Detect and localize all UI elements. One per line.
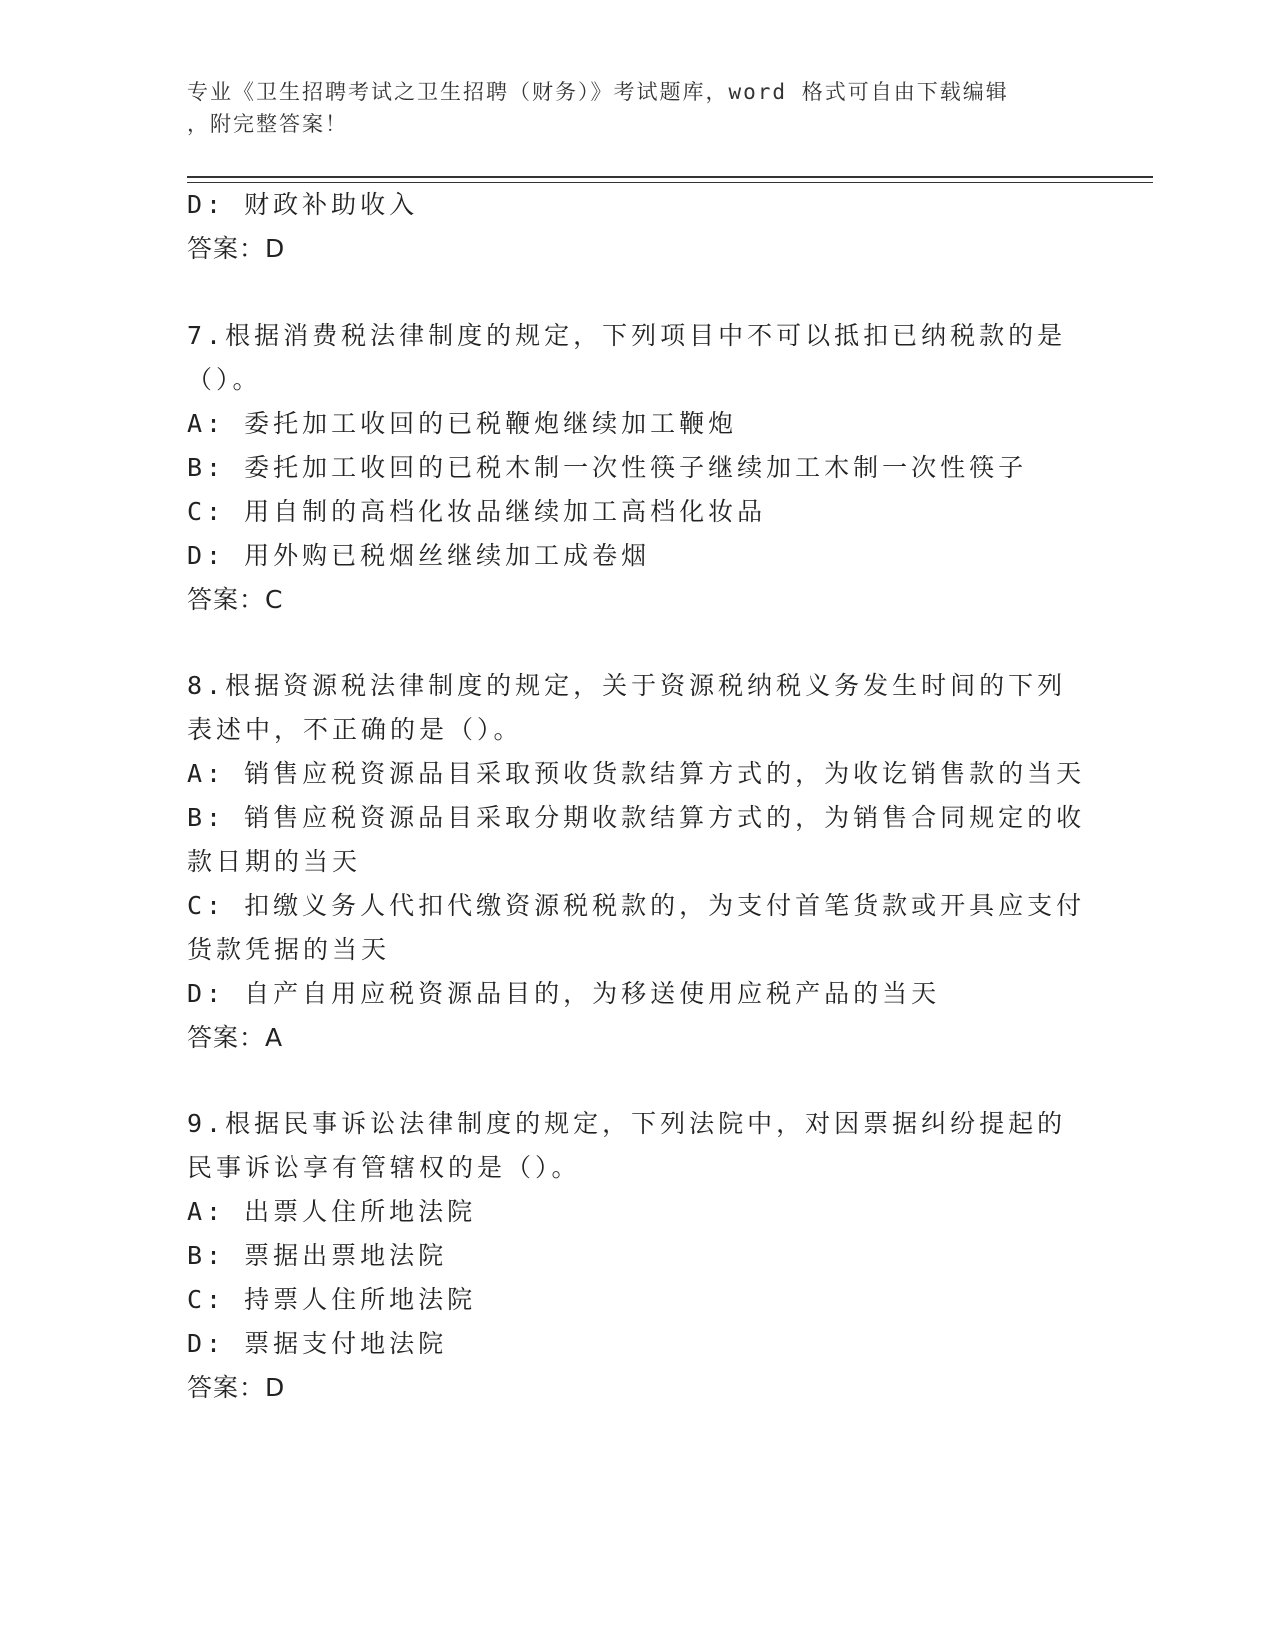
q9-option-b: B: 票据出票地法院 bbox=[187, 1241, 448, 1270]
q9-stem-line-1: 9.根据民事诉讼法律制度的规定，下列法院中，对因票据纠纷提起的 bbox=[187, 1109, 1067, 1138]
q8-option-c-line-1: C: 扣缴义务人代扣代缴资源税税款的，为支付首笔货款或开具应支付 bbox=[187, 891, 1086, 920]
q7-answer: 答案：C bbox=[187, 585, 284, 614]
header-line-2: ，附完整答案！ bbox=[187, 112, 348, 136]
q8-option-b-line-2: 款日期的当天 bbox=[187, 847, 362, 876]
q8-option-b-line-1: B: 销售应税资源品目采取分期收款结算方式的，为销售合同规定的收 bbox=[187, 803, 1086, 832]
q9-option-a: A: 出票人住所地法院 bbox=[187, 1197, 477, 1226]
q7-option-a: A: 委托加工收回的已税鞭炮继续加工鞭炮 bbox=[187, 409, 738, 438]
header-divider-thin bbox=[187, 182, 1153, 183]
q7-stem-line-2: （）。 bbox=[187, 365, 262, 394]
q7-option-d: D: 用外购已税烟丝继续加工成卷烟 bbox=[187, 541, 651, 570]
q9-option-d: D: 票据支付地法院 bbox=[187, 1329, 448, 1358]
q8-stem-line-2: 表述中，不正确的是（）。 bbox=[187, 715, 523, 744]
prev-answer: 答案：D bbox=[187, 234, 286, 263]
q7-option-c: C: 用自制的高档化妆品继续加工高档化妆品 bbox=[187, 497, 767, 526]
q9-stem-line-2: 民事诉讼享有管辖权的是（）。 bbox=[187, 1153, 581, 1182]
q9-option-c: C: 持票人住所地法院 bbox=[187, 1285, 477, 1314]
q8-stem-line-1: 8.根据资源税法律制度的规定，关于资源税纳税义务发生时间的下列 bbox=[187, 671, 1067, 700]
header-line-1: 专业《卫生招聘考试之卫生招聘（财务）》考试题库，word 格式可自由下载编辑 bbox=[187, 80, 1009, 104]
prev-option-d: D: 财政补助收入 bbox=[187, 190, 419, 219]
header-divider-thick bbox=[187, 176, 1153, 178]
q7-stem-line-1: 7.根据消费税法律制度的规定，下列项目中不可以抵扣已纳税款的是 bbox=[187, 321, 1067, 350]
q8-option-c-line-2: 货款凭据的当天 bbox=[187, 935, 391, 964]
q8-option-a: A: 销售应税资源品目采取预收货款结算方式的，为收讫销售款的当天 bbox=[187, 759, 1086, 788]
q7-option-b: B: 委托加工收回的已税木制一次性筷子继续加工木制一次性筷子 bbox=[187, 453, 1028, 482]
q8-option-d: D: 自产自用应税资源品目的，为移送使用应税产品的当天 bbox=[187, 979, 941, 1008]
page-header bbox=[187, 76, 1067, 140]
q8-answer: 答案：A bbox=[187, 1023, 284, 1052]
q9-answer: 答案：D bbox=[187, 1373, 286, 1402]
